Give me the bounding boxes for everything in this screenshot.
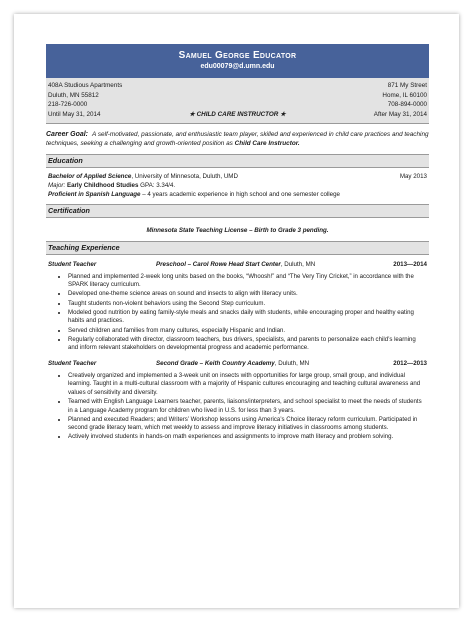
major-label: Major:	[48, 182, 66, 190]
list-item: • Planned and executed Readers; and Writers’ Workshop lessons using America’s Choice literacy reform curriculum. Participated in second grade literacy team, which met weekly to assess and improve literacy initiatives in classrooms among students.	[68, 416, 427, 433]
language-label: Proficient in Spanish Language	[48, 191, 141, 199]
list-item: • Creatively organized and implemented a 3-week unit on insects with opportunities for large group, small group, and individual learning. Taught in a multi-cultural classroom with a majority of Hispanic cultures encouraging and teaching cultural awareness and values of sensitivity and diversity.	[68, 372, 427, 398]
current-city: Duluth, MN 55812	[48, 91, 99, 99]
list-item: • Developed one-theme science areas on sound and insects to align with literacy units.	[68, 290, 427, 299]
resume-page	[14, 14, 459, 608]
job-place-name: Preschool – Carol Rowe Head Start Center	[156, 260, 281, 268]
name-header	[46, 44, 429, 78]
job-title: Student Teacher	[48, 359, 97, 367]
major-value: Early Childhood Studies	[66, 182, 139, 190]
certification-text: Minnesota State Teaching License – Birth to Grade 3 pending.	[146, 227, 329, 235]
career-goal-label: Career Goal:	[46, 131, 89, 138]
career-goal-position: Child Care Instructor.	[234, 140, 300, 148]
job-title: Student Teacher	[48, 260, 97, 268]
job-dates: 2013—2014	[393, 260, 427, 268]
job-bullets	[46, 372, 429, 443]
career-goal-text: A self-motivated, passionate, and enthusiastic team player, skilled and experienced in child care practices and teaching techniques, seeking a challenging and growth-oriented position as	[46, 131, 429, 148]
list-item: • Modeled good nutrition by eating family-style meals and snacks daily with students, while encouraging proper and healthy eating habits and practices.	[68, 309, 427, 326]
list-item: • Actively involved students in hands-on math experiences and assignments to improve math literacy and problem solving.	[68, 433, 427, 442]
job-place-city: , Duluth, MN	[280, 260, 316, 268]
objective-title: ★ CHILD CARE INSTRUCTOR ★	[189, 110, 286, 118]
candidate-name: Samuel George Educator	[178, 50, 297, 61]
job-entry	[46, 354, 429, 443]
language-detail: – 4 years academic experience in high school and one semester college	[140, 191, 340, 199]
list-item: • Served children and families from many cultures, especially Hispanic and Indian.	[68, 327, 427, 336]
degree-school: , University of Minnesota, Duluth, UMD	[131, 172, 238, 180]
experience-heading: Teaching Experience	[46, 241, 429, 255]
resume-content	[46, 44, 429, 443]
permanent-phone: 708-894-0000	[387, 101, 427, 109]
job-dates: 2012—2013	[393, 359, 427, 367]
job-header	[46, 354, 429, 370]
job-place	[156, 260, 315, 269]
major-row	[48, 181, 427, 190]
certification-section	[46, 218, 429, 235]
permanent-city: Home, IL 60100	[382, 91, 427, 99]
career-goal	[46, 130, 429, 149]
permanent-after: After May 31, 2014	[373, 110, 427, 118]
language-row	[48, 190, 427, 199]
contact-block	[46, 78, 429, 124]
certification-heading: Certification	[46, 204, 429, 218]
list-item: • Taught students non-violent behaviors using the Second Step curriculum.	[68, 300, 427, 309]
education-section	[46, 168, 429, 200]
degree-label: Bachelor of Applied Science	[48, 172, 132, 180]
education-heading: Education	[46, 154, 429, 168]
job-place-city: , Duluth, MN	[274, 359, 310, 367]
degree-date: May 2013	[399, 172, 427, 180]
list-item: • Regularly collaborated with director, classroom teachers, bus drivers, specialists, and parents to personalize each child’s learning and inform relevant stakeholders on developmental progress and academic performance.	[68, 336, 427, 353]
list-item: • Teamed with English Language Learners teacher, parents, liaisons/interpreters, and school specialist to meet the needs of students in a Language Academy program for children who lived in U.S. for less than 3 years.	[68, 398, 427, 415]
candidate-email: edu00079@d.umn.edu	[200, 63, 275, 70]
degree-row	[48, 172, 427, 181]
job-place	[156, 359, 309, 368]
gpa: GPA: 3.34/4.	[138, 182, 176, 190]
current-until: Until May 31, 2014	[48, 110, 101, 118]
job-entry	[46, 255, 429, 353]
job-place-name: Second Grade – Keith Country Academy	[156, 359, 275, 367]
current-street: 408A Studious Apartments	[48, 82, 123, 89]
list-item: • Planned and implemented 2-week long units based on the books, “Whoosh!” and “The Very Tiny Cricket,” in accordance with the SPARK literacy curriculum.	[68, 273, 427, 290]
permanent-street: 871 My Street	[387, 82, 427, 89]
job-bullets	[46, 273, 429, 353]
current-phone: 218-726-0000	[48, 101, 88, 109]
job-header	[46, 255, 429, 271]
